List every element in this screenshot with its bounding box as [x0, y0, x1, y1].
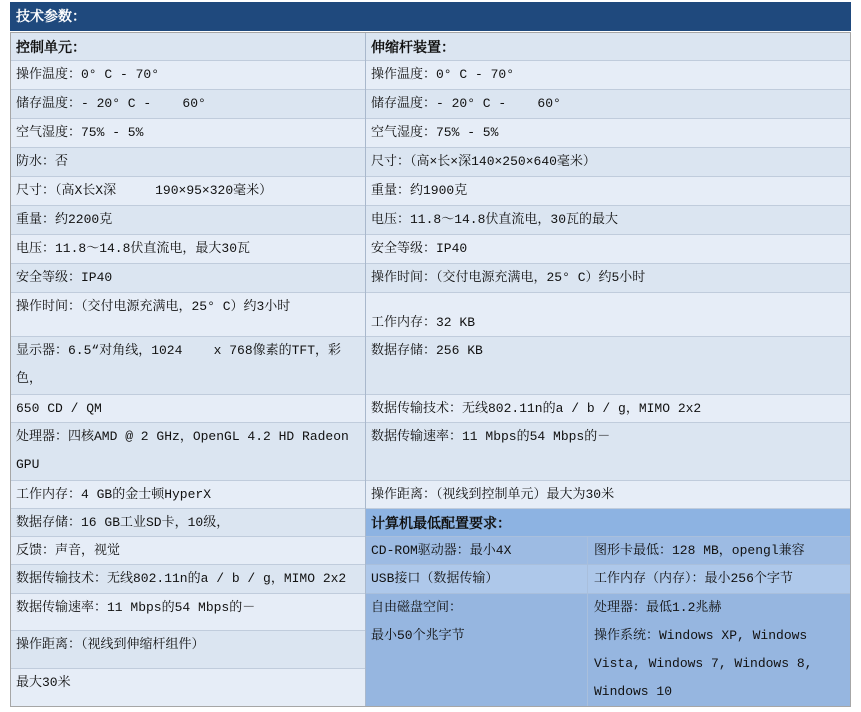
- spec-line: 最小50个兆字节: [371, 628, 465, 643]
- spec-line: 图形卡最低：128 MB，opengl兼容: [594, 543, 805, 558]
- telescopic-rod-spec-row: 工作内存：32 KB: [366, 293, 850, 337]
- control-unit-spec-row: 操作时间：（交付电源充满电，25° C）约3小时: [11, 293, 365, 337]
- control-unit-spec-row: 最大30米: [11, 669, 365, 706]
- telescopic-rod-spec-row: 电压：11.8～14.8伏直流电，30瓦的最大: [366, 206, 850, 235]
- spec-line: USB接口（数据传输）: [371, 571, 499, 586]
- control-unit-spec-row: 安全等级：IP40: [11, 264, 365, 293]
- spec-line: 色，: [16, 371, 43, 386]
- control-unit-spec-row: 650 CD / QM: [11, 395, 365, 423]
- spec-line: CD-ROM驱动器：最小4X: [371, 543, 512, 558]
- pc-requirement-cell: [588, 565, 850, 593]
- pc-requirement-cell: [366, 565, 588, 593]
- pc-requirement-cell: [588, 594, 850, 706]
- control-unit-spec-row: 防水：否: [11, 148, 365, 177]
- pc-requirement-cell: [366, 594, 588, 706]
- pc-requirements-row: [366, 565, 850, 594]
- control-unit-spec-row: [11, 337, 365, 395]
- telescopic-rod-heading: 伸缩杆装置：: [366, 33, 850, 61]
- pc-requirements-row: [366, 537, 850, 565]
- telescopic-rod-column: [366, 33, 850, 706]
- control-unit-spec-row: 空气湿度：75% - 5%: [11, 119, 365, 148]
- control-unit-spec-row: 电压：11.8～14.8伏直流电，最大30瓦: [11, 235, 365, 264]
- control-unit-spec-row: 反馈：声音，视觉: [11, 537, 365, 565]
- spec-line: 工作内存（内存）：最小256个字节: [594, 571, 793, 586]
- telescopic-rod-spec-row: 数据传输技术：无线802.11n的a / b / g，MIMO 2x2: [366, 395, 850, 423]
- spec-line: 自由磁盘空间：: [371, 600, 463, 615]
- telescopic-rod-spec-row: 操作时间：（交付电源充满电，25° C）约5小时: [366, 264, 850, 293]
- control-unit-column: [11, 33, 366, 706]
- control-unit-spec-row: 数据传输技术：无线802.11n的a / b / g，MIMO 2x2: [11, 565, 365, 594]
- spec-line: GPU: [16, 457, 40, 472]
- control-unit-spec-row: 重量：约2200克: [11, 206, 365, 235]
- telescopic-rod-spec-row: 空气湿度：75% - 5%: [366, 119, 850, 148]
- telescopic-rod-spec-row: 尺寸：（高×长×深140×250×640毫米）: [366, 148, 850, 177]
- control-unit-spec-row: [11, 423, 365, 481]
- control-unit-spec-row: 操作温度：0° C - 70°: [11, 61, 365, 90]
- telescopic-rod-spec-row: 操作温度：0° C - 70°: [366, 61, 850, 90]
- spec-line: Windows 10: [594, 684, 673, 699]
- page-title: 技术参数：: [10, 2, 851, 31]
- spec-line: 显示器：6.5“对角线，1024 x 768像素的TFT，彩: [16, 343, 342, 358]
- control-unit-spec-row: 储存温度：- 20° C - 60°: [11, 90, 365, 119]
- telescopic-rod-spec-row: 储存温度：- 20° C - 60°: [366, 90, 850, 119]
- control-unit-spec-row: 工作内存：4 GB的金士顿HyperX: [11, 481, 365, 509]
- pc-requirements-heading: 计算机最低配置要求：: [366, 509, 850, 537]
- telescopic-rod-spec-row: 数据存储：256 KB: [366, 337, 850, 395]
- control-unit-spec-row: 尺寸：（高X长X深 190×95×320毫米）: [11, 177, 365, 206]
- spec-table: [10, 32, 851, 707]
- spec-line: 操作系统：Windows XP, Windows: [594, 628, 808, 643]
- control-unit-spec-row: 数据存储：16 GB工业SD卡，10级，: [11, 509, 365, 537]
- pc-requirements-row: [366, 594, 850, 706]
- pc-requirement-cell: [588, 537, 850, 564]
- telescopic-rod-spec-row: 安全等级：IP40: [366, 235, 850, 264]
- telescopic-rod-spec-row: 数据传输速率：11 Mbps的54 Mbps的－: [366, 423, 850, 481]
- control-unit-heading: 控制单元：: [11, 33, 365, 61]
- telescopic-rod-spec-row: 重量：约1900克: [366, 177, 850, 206]
- control-unit-spec-row: 操作距离：（视线到伸缩杆组件）: [11, 631, 365, 669]
- spec-line: Vista, Windows 7, Windows 8,: [594, 656, 813, 671]
- control-unit-spec-row: 数据传输速率：11 Mbps的54 Mbps的－: [11, 594, 365, 631]
- pc-requirement-cell: [366, 537, 588, 564]
- spec-line: 处理器：四核AMD @ 2 GHz，OpenGL 4.2 HD Radeon: [16, 429, 349, 444]
- telescopic-rod-spec-row: 操作距离：（视线到控制单元）最大为30米: [366, 481, 850, 509]
- spec-line: 处理器：最低1.2兆赫: [594, 600, 722, 615]
